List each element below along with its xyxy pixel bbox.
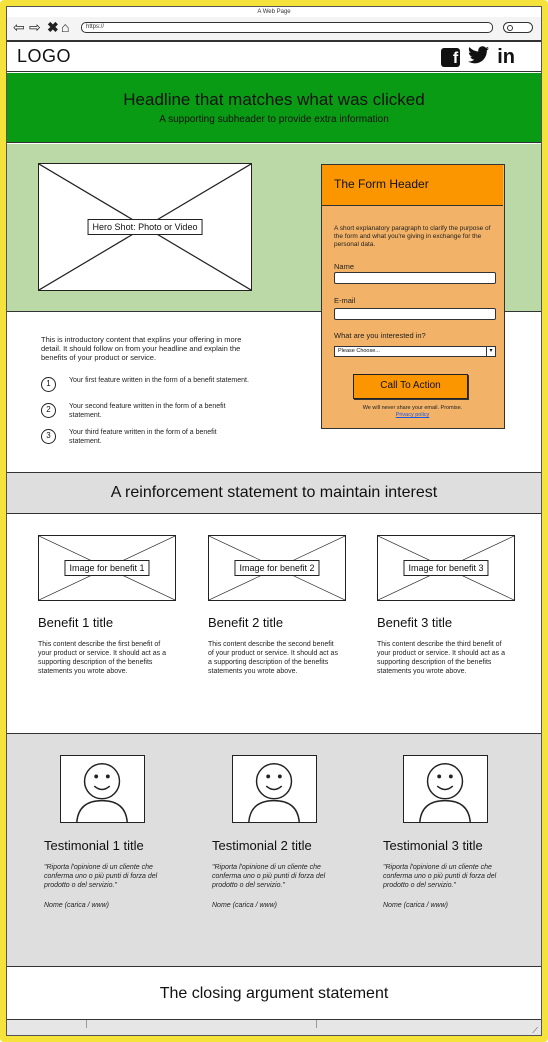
testimonial-author: Nome (carica / www) <box>44 902 109 909</box>
call-to-action-button[interactable]: Call To Action <box>353 374 468 399</box>
search-icon <box>507 25 513 31</box>
hero-shot-label: Hero Shot: Photo or Video <box>88 219 203 235</box>
feature-text: Your third feature written in the form of a benefit statement. <box>69 429 217 445</box>
hero-shot-placeholder <box>38 163 252 291</box>
select-value: Please Choose... <box>338 348 380 354</box>
testimonial-quote: "Riporta l'opinione di un cliente che conferma uno o più punti di forza del prodotto o del servizio." <box>212 864 326 889</box>
headline: Headline that matches what was clicked <box>123 90 425 109</box>
testimonial-card <box>212 755 352 909</box>
linkedin-icon[interactable]: in <box>497 46 515 68</box>
logo[interactable]: LOGO <box>17 46 72 66</box>
name-label: Name <box>334 262 355 271</box>
testimonial-title: Testimonial 2 title <box>212 838 312 853</box>
testimonial-title: Testimonial 3 title <box>383 838 483 853</box>
testimonial-card <box>44 755 184 909</box>
feature-number: 1 <box>41 377 56 392</box>
lead-form <box>321 164 505 429</box>
privacy-note: We will never share your email. Promise. <box>362 405 463 411</box>
chevron-down-icon: ▾ <box>486 347 495 356</box>
avatar <box>60 755 145 823</box>
form-header: The Form Header <box>322 165 503 206</box>
reinforcement-statement: A reinforcement statement to maintain interest <box>7 472 541 514</box>
interest-label: What are you interested in? <box>334 331 426 340</box>
name-field[interactable] <box>334 272 496 284</box>
window-title: A Web Page <box>257 9 291 15</box>
list-item <box>41 427 255 453</box>
benefit-title: Benefit 1 title <box>38 615 114 630</box>
feature-number: 2 <box>41 403 56 418</box>
status-bar <box>7 1019 541 1036</box>
testimonial-quote: "Riporta l'opinione di un cliente che conferma uno o più punti di forza del prodotto o del servizio." <box>44 864 158 889</box>
benefit-text: This content describe the first benefit of your product or service. It should act as a supporting description of the benefits statements you wrote above. <box>38 641 167 675</box>
feature-list <box>41 375 255 453</box>
avatar <box>403 755 488 823</box>
social-links <box>441 46 515 68</box>
privacy-policy-link[interactable]: Privacy policy <box>395 412 430 418</box>
feature-text: Your second feature written in the form of a benefit statement. <box>69 403 226 419</box>
closing-statement: The closing argument statement <box>159 985 389 1002</box>
benefit-text: This content describe the third benefit of your product or service. It should act as a supporting description of the benefits statements you wrote above. <box>377 641 506 675</box>
resize-handle-icon[interactable]: ⟋ <box>532 1026 538 1035</box>
testimonial-card <box>383 755 523 909</box>
benefit-image-label: Image for benefit 1 <box>64 560 149 576</box>
interest-select[interactable] <box>334 346 496 357</box>
benefit-card <box>208 535 348 676</box>
list-item <box>41 401 255 427</box>
benefit-image-placeholder <box>377 535 515 601</box>
benefit-title: Benefit 3 title <box>377 615 453 630</box>
list-item <box>41 375 255 401</box>
subheader: A supporting subheader to provide extra information <box>159 114 389 125</box>
arrow-left-icon[interactable]: ⇦ <box>13 19 25 35</box>
avatar <box>232 755 317 823</box>
status-segment <box>87 1020 317 1028</box>
benefit-image-label: Image for benefit 3 <box>403 560 488 576</box>
testimonial-author: Nome (carica / www) <box>383 902 448 909</box>
testimonial-author: Nome (carica / www) <box>212 902 277 909</box>
benefit-image-placeholder <box>38 535 176 601</box>
benefit-title: Benefit 2 title <box>208 615 284 630</box>
home-icon[interactable]: ⌂ <box>61 19 70 35</box>
site-header <box>7 42 541 72</box>
benefit-image-label: Image for benefit 2 <box>234 560 319 576</box>
benefit-card <box>38 535 178 676</box>
close-icon[interactable]: ✖ <box>47 19 59 35</box>
testimonial-title: Testimonial 1 title <box>44 838 144 853</box>
url-input[interactable]: https:// <box>81 22 493 33</box>
benefit-card <box>377 535 517 676</box>
email-label: E-mail <box>334 296 356 305</box>
search-input[interactable] <box>503 22 533 33</box>
hero-band <box>7 73 541 143</box>
testimonial-quote: "Riporta l'opinione di un cliente che conferma uno o più punti di forza del prodotto o del servizio." <box>383 864 497 889</box>
arrow-right-icon[interactable]: ⇨ <box>29 19 41 35</box>
form-description: A short explanatory paragraph to clarify the purpose of the form and what you're giving in exchange for the personal data. <box>334 225 491 248</box>
email-field[interactable] <box>334 308 496 320</box>
browser-toolbar <box>7 17 541 42</box>
feature-text: Your first feature written in the form of a benefit statement. <box>69 377 249 384</box>
intro-text: This is introductory content that explins your offering in more detail. It should follow on from your headline and explain the benefits of your product or service. <box>41 335 242 362</box>
facebook-icon[interactable]: f <box>441 48 460 67</box>
twitter-icon[interactable] <box>468 46 489 68</box>
browser-window <box>6 6 542 1036</box>
status-segment <box>7 1020 87 1028</box>
benefit-image-placeholder <box>208 535 346 601</box>
benefit-text: This content describe the second benefit of your product or service. It should act as a supporting description of the benefits statements you wrote above. <box>208 641 338 675</box>
feature-number: 3 <box>41 429 56 444</box>
